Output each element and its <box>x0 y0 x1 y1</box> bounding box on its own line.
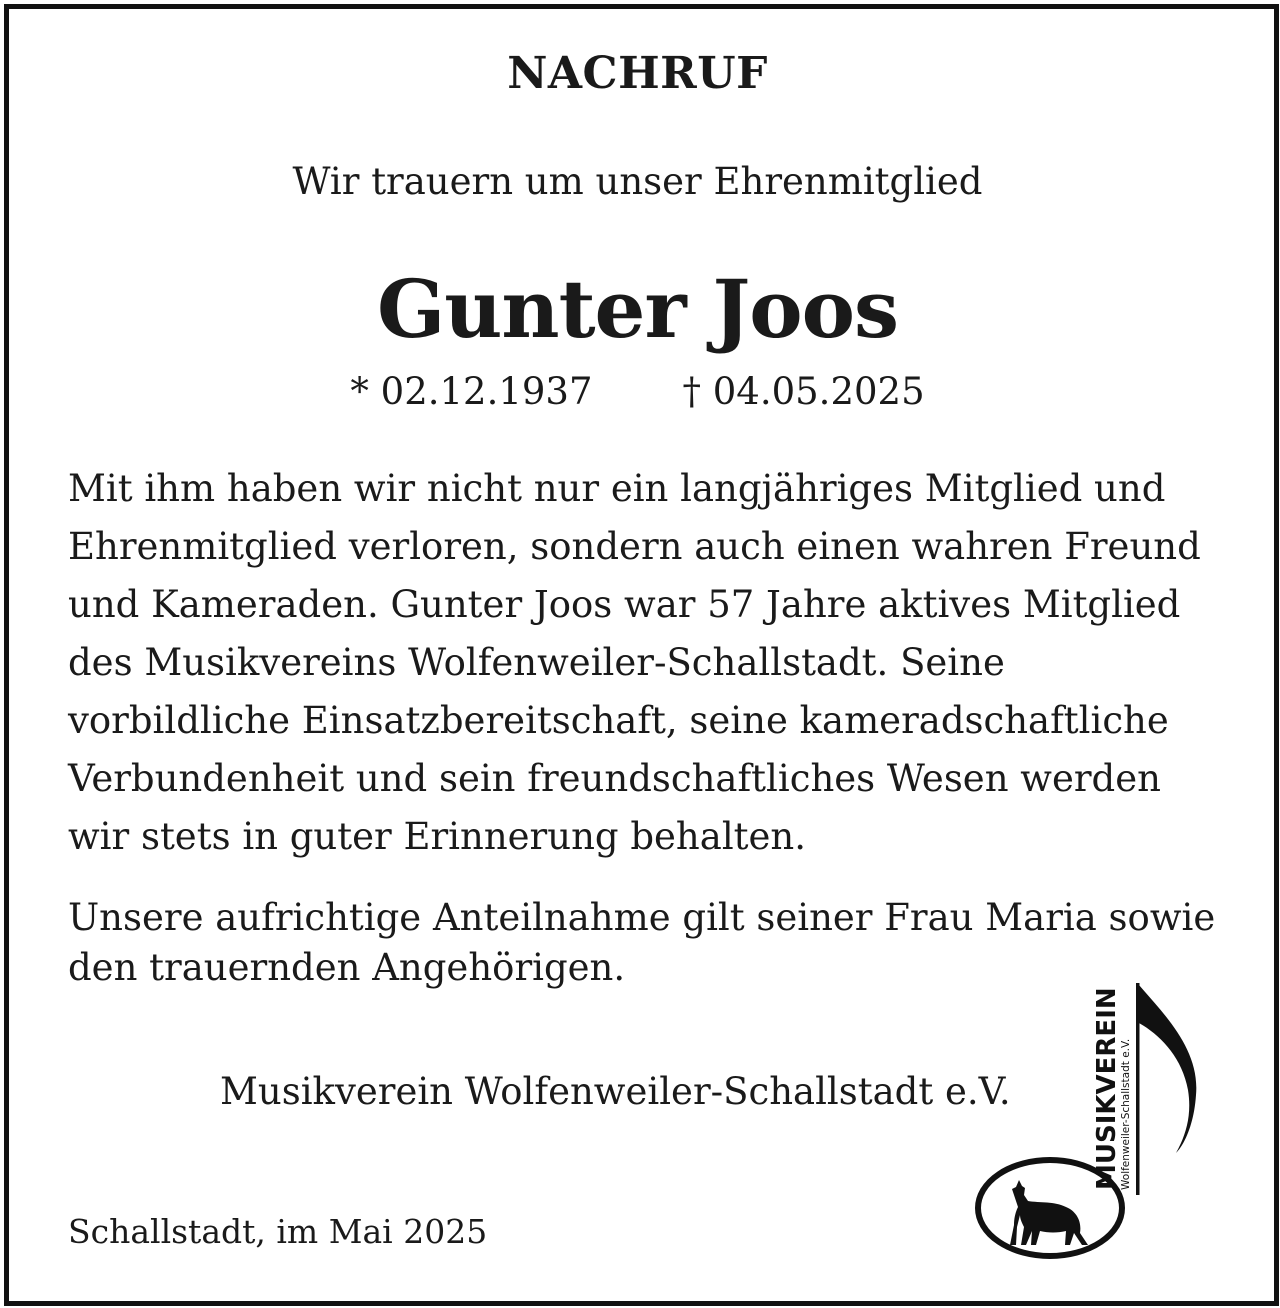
death-date: † 04.05.2025 <box>682 370 925 413</box>
logo-text-sub: Wolfenweiler-Schallstadt e.V. <box>1120 1038 1132 1190</box>
heading: NACHRUF <box>507 48 768 99</box>
life-dates <box>0 370 1275 413</box>
deceased-name: Gunter Joos <box>376 262 899 356</box>
subtitle: Wir trauern um unser Ehrenmitglied <box>292 160 983 203</box>
condolence-paragraph: Unsere aufrichtige Anteilnahme gilt seiner Frau Maria sowie den trauernden Angehörigen. <box>68 896 1216 989</box>
birth-date: * 02.12.1937 <box>350 370 593 413</box>
logo-text-main: MUSIKVEREIN <box>1092 987 1122 1190</box>
wolf-note-logo-icon <box>970 975 1210 1275</box>
place-and-date: Schallstadt, im Mai 2025 <box>68 1212 488 1251</box>
organization-signature: Musikverein Wolfenweiler-Schallstadt e.V. <box>220 1070 1011 1113</box>
tribute-paragraph: Mit ihm haben wir nicht nur ein langjähriges Mitglied und Ehrenmitglied verloren, sondern auch einen wahren Freund und Kameraden. Gunter Joos war 57 Jahre aktives Mitglied des Musikvereins Wolfenweiler-Schallstadt. Seine vorbildliche Einsatzbereitschaft, seine kameradschaftliche Verbundenheit und sein freundschaftliches Wesen werden wir stets in guter Erinnerung behalten. <box>68 467 1201 858</box>
